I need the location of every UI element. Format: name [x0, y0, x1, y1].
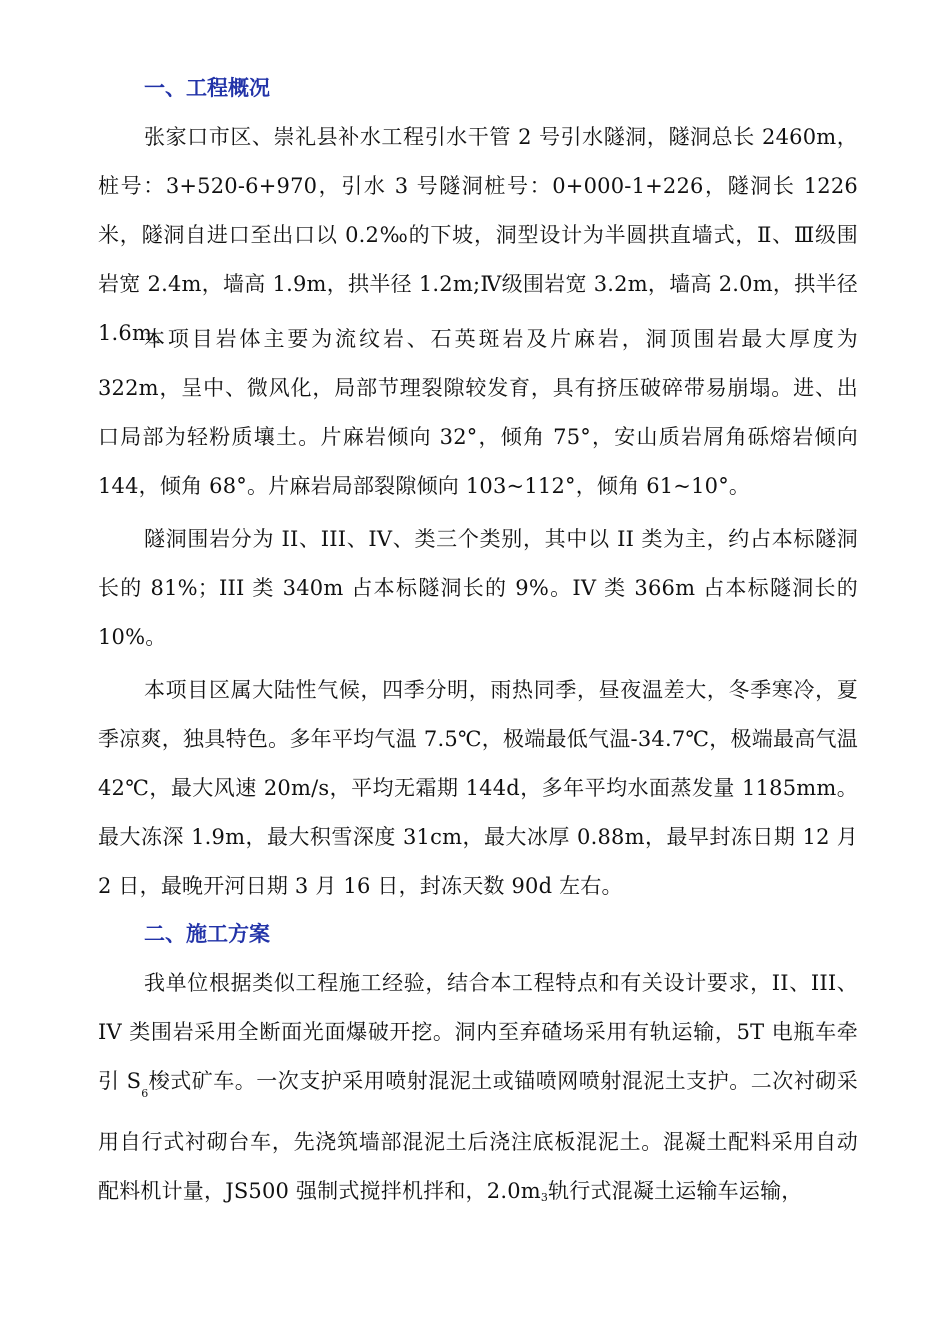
paragraph-climate: 本项目区属大陆性气候，四季分明，雨热同季，昼夜温差大，冬季寒冷，夏季凉爽，独具特色。多年平均气温 7.5℃，极端最低气温-34.7℃，极端最高气温 42℃，最大风速 20m/s，平均无霜期 144d，多年平均水面蒸发量 1185mm。最大冻深 1.9m，最大积雪深度 31cm，最大冰厚 0.88m，最早封冻日期 12 月 2 日，最晚开河日期 3 月 16 日，封冻天数 90d 左右。 — [98, 678, 858, 898]
construction-text-part-2: 梭式矿车。一次支护采用喷射混泥土或锚喷网喷射混泥土支护。二次衬砌采用自行式衬砌台车，先浇筑墙部混泥土后浇注底板混泥土。混凝土配料采用自动配料机计量，JS500 强制式搅拌机拌和，2.0m — [98, 1069, 858, 1203]
section-heading-overview: 一、工程概况 — [144, 76, 270, 100]
section-heading-construction-plan: 二、施工方案 — [144, 922, 270, 946]
subscript-six: 6 — [141, 1087, 149, 1100]
paragraph-geology: 本项目岩体主要为流纹岩、石英斑岩及片麻岩，洞顶围岩最大厚度为 322m，呈中、微风化，局部节理裂隙较发育，具有挤压破碎带易崩塌。进、出口局部为轻粉质壤土。片麻岩倾向 32°，倾角 75°，安山质岩屑角砾熔岩倾向 144，倾角 68°。片麻岩局部裂隙倾向 103~112°，倾角 61~10°。 — [98, 327, 858, 498]
paragraph-construction-method — [98, 959, 858, 1222]
construction-text-part-3: 轨行式混凝土运输车运输， — [548, 1179, 803, 1203]
construction-text-part-1: 我单位根据类似工程施工经验，结合本工程特点和有关设计要求，II、III、IV 类围岩采用全断面光面爆破开挖。洞内至弃碴场采用有轨运输，5T 电瓶车牵引 S — [98, 971, 858, 1093]
paragraph-rock-classes: 隧洞围岩分为 II、III、IV、类三个类别，其中以 II 类为主，约占本标隧洞长的 81%；III 类 340m 占本标隧洞长的 9%。IV 类 366m 占本标隧洞长的 10%。 — [98, 527, 858, 649]
cubic-unit-mark: 3 — [540, 1191, 549, 1204]
paragraph-tunnel-description: 张家口市区、崇礼县补水工程引水干管 2 号引水隧洞，隧洞总长 2460m，桩号：3+520-6+970，引水 3 号隧洞桩号：0+000-1+226，隧洞长 1226 米，隧洞自进口至出口以 0.2‰的下坡，洞型设计为半圆拱直墙式，Ⅱ、Ⅲ级围岩宽 2.4m，墙高 1.9m，拱半径 1.2m;Ⅳ级围岩宽 3.2m，墙高 2.0m，拱半径 1.6m。 — [98, 125, 858, 345]
